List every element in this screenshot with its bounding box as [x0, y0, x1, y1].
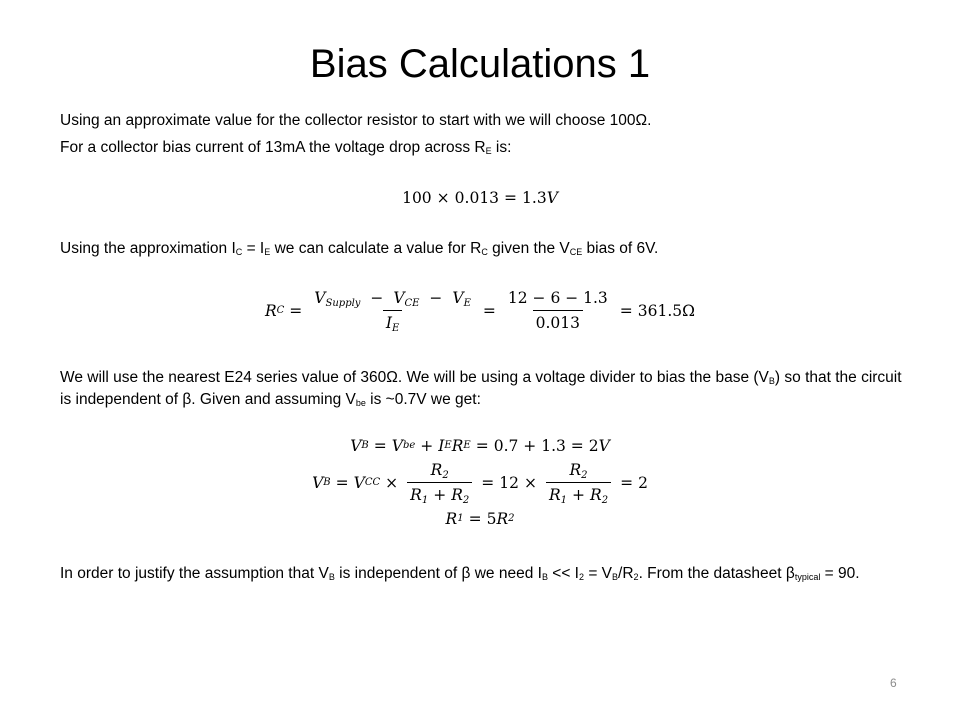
subscript: C: [235, 247, 243, 257]
fraction-denominator: 0.013: [533, 310, 583, 333]
subscript: CE: [569, 247, 583, 257]
paragraph-text: . From the datasheet β: [638, 565, 795, 582]
equation-rc: [0, 288, 960, 333]
math-var: R: [410, 486, 422, 504]
math-term: 0.7 + 1.3 = 2: [493, 437, 599, 455]
math-operator: =: [482, 301, 496, 320]
subscript: 2: [442, 470, 449, 481]
math-operator: ×: [436, 189, 450, 207]
math-var: V: [452, 289, 464, 307]
paragraph-text: given the V: [487, 240, 570, 257]
fraction: [546, 460, 611, 505]
subscript: 1: [421, 495, 429, 506]
subscript: B: [768, 376, 775, 386]
subscript: 2: [633, 572, 639, 582]
subscript: E: [463, 298, 471, 309]
paragraph-text: Using the approximation I: [60, 240, 236, 257]
subscript: C: [481, 247, 488, 257]
math-term: −: [429, 289, 443, 307]
paragraph-text: We will use the nearest E24 series value of 360Ω. We will be using a voltage divider to bias the base (V: [60, 369, 769, 386]
math-var: V: [312, 473, 324, 492]
subscript: typical: [794, 572, 821, 582]
math-operator: =: [504, 189, 518, 207]
equation-row: V B = V be + I E R E = 0.7 + 1.3 = 2 V: [350, 437, 610, 455]
fraction-denominator: [546, 482, 611, 505]
equation-vb-sum: [0, 434, 960, 458]
paragraph-text: << I: [547, 565, 579, 582]
equation-vb-divider: [0, 460, 960, 505]
math-term: 12: [499, 473, 519, 492]
subscript: CE: [404, 298, 420, 309]
paragraph-e24-divider: [60, 367, 910, 411]
math-var: V: [353, 473, 365, 492]
slide-title: Bias Calculations 1: [309, 42, 651, 86]
page-number: 6: [890, 676, 897, 690]
subscript: E: [391, 323, 400, 334]
math-var: R: [569, 461, 582, 479]
math-var: R: [590, 486, 602, 504]
math-var: R: [451, 486, 463, 504]
paragraph-text: = 90.: [820, 565, 860, 582]
paragraph-text: is:: [491, 139, 512, 156]
paragraph-text: is ~0.7V we get:: [365, 391, 481, 408]
math-term: ×: [523, 473, 537, 492]
subscript: 2: [581, 470, 588, 481]
math-var: R: [496, 510, 509, 528]
subscript: B: [328, 572, 335, 582]
math-var: R: [548, 486, 561, 504]
subscript: be: [355, 398, 366, 408]
math-operator: =: [289, 301, 303, 320]
fraction: [407, 460, 472, 505]
math-result: 361.5Ω: [637, 301, 696, 320]
paragraph-text: Using an approximate value for the collector resistor to start with we will choose 100Ω.: [60, 112, 652, 129]
fraction-denominator: [407, 482, 472, 505]
math-term: 2: [638, 473, 648, 492]
fraction: [311, 288, 474, 333]
math-var: I: [385, 314, 392, 332]
paragraph-justification: [60, 563, 910, 585]
paragraph-text: ) so that the circuit is independent of β. Given and assuming V: [60, 369, 902, 408]
math-operator: =: [619, 301, 633, 320]
paragraph-text: For a collector bias current of 13mA the voltage drop across R: [60, 139, 486, 156]
subscript: 2: [601, 495, 609, 506]
math-unit: V: [546, 189, 558, 207]
math-var: V: [350, 437, 362, 455]
subscript: E: [264, 247, 271, 257]
math-term: −: [370, 289, 384, 307]
math-var: R: [264, 301, 277, 320]
math-var: R: [445, 510, 458, 528]
math-var: V: [314, 289, 326, 307]
math-term: =: [335, 473, 349, 492]
math-var: R: [451, 437, 464, 455]
subscript: B: [612, 572, 619, 582]
equation-row: R 1 = 5 R 2: [445, 510, 515, 528]
math-term: +: [572, 486, 586, 504]
math-var: R: [430, 461, 443, 479]
math-term: 5: [486, 510, 497, 528]
math-term: 0.013: [454, 189, 500, 207]
math-term: 100: [402, 189, 432, 207]
fraction-numerator: 12 − 6 − 1.3: [507, 289, 608, 307]
fraction-denominator: [383, 310, 402, 333]
math-var: V: [598, 437, 610, 455]
paragraph-text: In order to justify the assumption that V: [60, 565, 329, 582]
math-term: =: [481, 473, 495, 492]
fraction: [505, 288, 611, 333]
math-term: ×: [385, 473, 399, 492]
math-term: 1.3: [522, 189, 547, 207]
math-term: +: [433, 486, 447, 504]
math-term: +: [420, 437, 434, 455]
paragraph-text: bias of 6V.: [582, 240, 659, 257]
equation-row: [0, 186, 960, 210]
paragraph-approximation: [60, 238, 910, 260]
paragraph-text: /R: [618, 565, 634, 582]
math-term: =: [373, 437, 387, 455]
paragraph-text: = V: [584, 565, 613, 582]
math-var: V: [391, 437, 403, 455]
subscript: Supply: [325, 298, 361, 309]
subscript: 1: [560, 495, 568, 506]
subscript: 2: [579, 572, 585, 582]
subscript: 2: [462, 495, 470, 506]
paragraph-text: is independent of β we need I: [334, 565, 542, 582]
paragraph-text: we can calculate a value for R: [270, 240, 482, 257]
equation-voltage-drop: [0, 186, 960, 210]
paragraph-text: = I: [242, 240, 265, 257]
fraction-numerator: [428, 460, 452, 482]
equation-row: V B = V CC × $\frac{R_2}{R_1 + R_2}$ = 12 × $\frac{R_2}{R_1 + R_2}$ = 2: [312, 461, 648, 506]
subscript: E: [485, 146, 492, 156]
paragraph-collector-resistor: [60, 110, 910, 132]
math-term: =: [475, 437, 489, 455]
paragraph-voltage-drop: [60, 137, 910, 159]
fraction-numerator: [566, 460, 590, 482]
subscript: B: [541, 572, 548, 582]
math-term: =: [468, 510, 482, 528]
math-var: V: [393, 289, 405, 307]
math-term: =: [620, 473, 634, 492]
equation-r1-r2: [0, 507, 960, 531]
fraction-numerator: [311, 288, 474, 310]
equation-row: R C = $\frac{V_{Supply} - V_{CE} - V_E}{I_E}$ = $\frac{12 - 6 - 1.3}{0.013}$ = 361.5Ω: [264, 289, 696, 334]
math-var: I: [438, 437, 445, 455]
